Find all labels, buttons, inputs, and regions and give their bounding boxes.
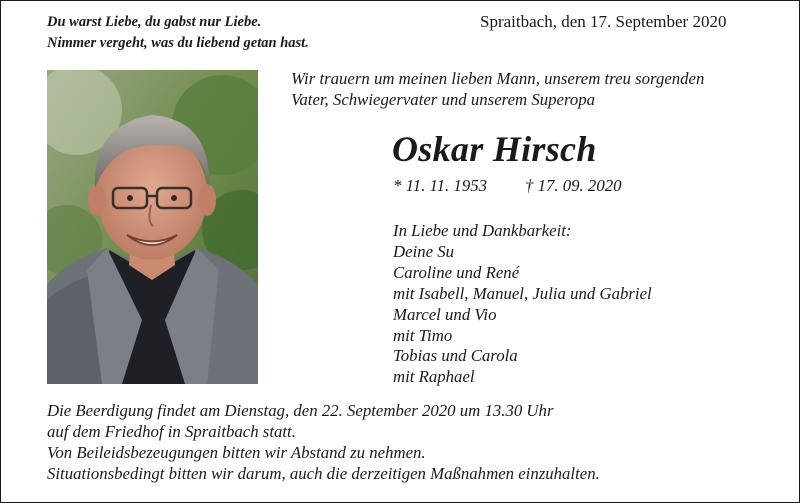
funeral-line-1: Die Beerdigung findet am Dienstag, den 22. September 2020 um 13.30 Uhr — [47, 401, 554, 420]
mourner-line: Deine Su — [393, 241, 455, 261]
mourner-line: Tobias und Carola — [393, 346, 518, 366]
funeral-line-3: Von Beileidsbezeugungen bitten wir Abstand zu nehmen. — [47, 442, 426, 462]
motto-line-2: Nimmer vergeht, was du liebend getan hast. — [47, 35, 309, 51]
deceased-name: Oskar Hirsch — [392, 129, 597, 169]
funeral-line-2: auf dem Friedhof in Spraitbach statt. — [47, 421, 296, 441]
motto — [47, 12, 309, 54]
mourner-line: Caroline und René — [393, 262, 520, 282]
mourners-list — [393, 221, 652, 388]
death-date: † 17. 09. 2020 — [525, 176, 622, 195]
mourner-line: mit Raphael — [393, 367, 475, 387]
mourner-line: mit Isabell, Manuel, Julia und Gabriel — [393, 283, 652, 303]
intro-line-2: Vater, Schwiegervater und unserem Superopa — [291, 90, 596, 109]
life-dates — [393, 175, 622, 196]
birth-date: * 11. 11. 1953 — [393, 176, 487, 195]
funeral-line-4: Situationsbedingt bitten wir darum, auch die derzeitigen Maßnahmen einzuhalten. — [47, 463, 600, 483]
intro-line-1: Wir trauern um meinen lieben Mann, unserem treu sorgenden — [291, 69, 705, 88]
mourner-line: mit Timo — [393, 325, 453, 345]
place-date: Spraitbach, den 17. September 2020 — [480, 12, 727, 31]
motto-line-1: Du warst Liebe, du gabst nur Liebe. — [47, 14, 262, 30]
portrait-photo — [47, 70, 258, 384]
funeral-notice — [47, 401, 600, 485]
mourner-line: Marcel und Vio — [393, 304, 497, 324]
mourners-heading: In Liebe und Dankbarkeit: — [393, 221, 572, 240]
intro-text — [291, 68, 704, 110]
